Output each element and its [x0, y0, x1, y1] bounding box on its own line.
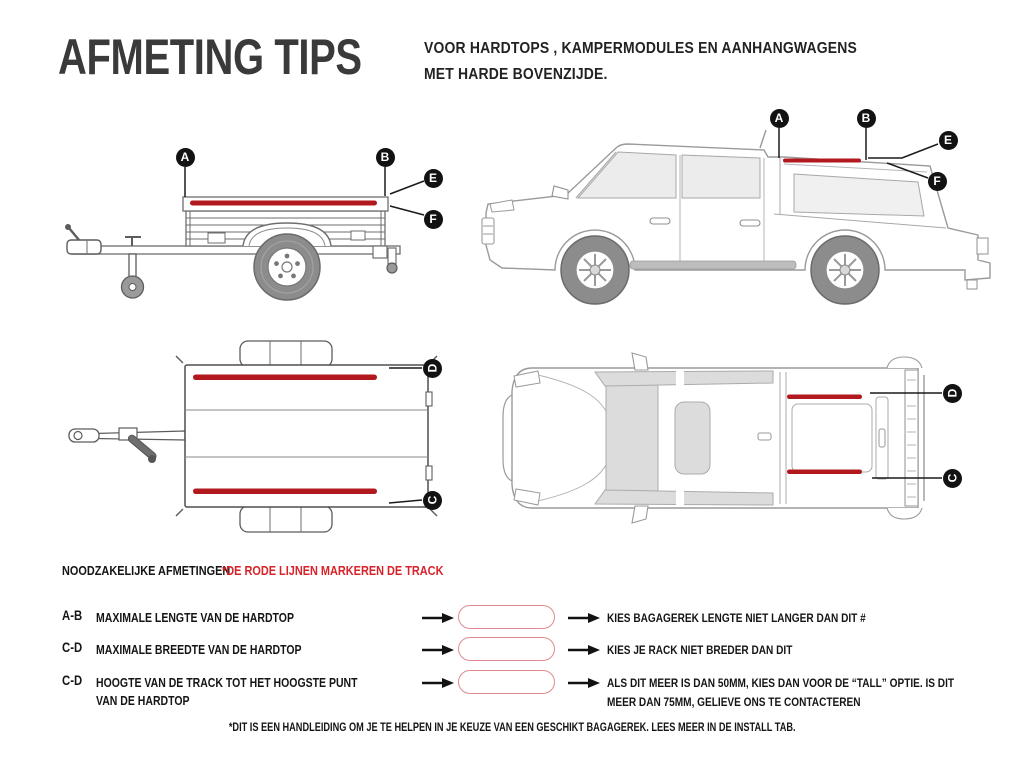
truck-side-view-drawing [478, 100, 993, 315]
measurement-blank-field [458, 605, 555, 629]
row-description-line: HOOGTE VAN DE TRACK TOT HET HOOGSTE PUNT [96, 676, 358, 690]
arrow-right-icon [421, 676, 454, 688]
row-result-line: MEER DAN 75MM, GELIEVE ONS TE CONTACTEREN [607, 695, 861, 709]
page-subtitle [424, 36, 857, 88]
marker-b-trailer [376, 148, 395, 167]
marker-c-label: C [944, 473, 959, 483]
marker-b-truck [857, 109, 876, 128]
marker-d-label: D [424, 363, 439, 373]
trailer-side-view-drawing [55, 130, 455, 315]
marker-f-trailer [424, 210, 443, 229]
row-description-line: VAN DE HARDTOP [96, 694, 190, 708]
red-lines-note [222, 563, 486, 578]
marker-f-truck [928, 172, 947, 191]
truck-top-view-drawing [500, 345, 970, 530]
page-title: AFMETING TIPS [58, 29, 362, 85]
row-description-line: MAXIMALE BREEDTE VAN DE HARDTOP [96, 643, 302, 657]
marker-f-label: F [429, 212, 437, 226]
trailer-top-view-drawing [55, 330, 465, 550]
marker-a-label: A [774, 111, 784, 125]
marker-a-trailer [176, 148, 195, 167]
arrow-right-icon [567, 676, 600, 688]
row-description-line: MAXIMALE LENGTE VAN DE HARDTOP [96, 611, 294, 625]
row-result-line: KIES BAGAGEREK LENGTE NIET LANGER DAN DIT # [607, 611, 866, 625]
measurement-row-cd-height [62, 673, 1024, 713]
arrow-right-icon [567, 611, 600, 623]
row-label-text: A-B [62, 608, 83, 623]
marker-c-label: C [424, 495, 439, 505]
row-label-text: C-D [62, 673, 83, 688]
arrow-right-icon [567, 643, 600, 655]
marker-e-truck [939, 131, 958, 150]
footnote-text: *DIT IS EEN HANDLEIDING OM JE TE HELPEN IN JE KEUZE VAN EEN GESCHIKT BAGAGEREK. LEES MEER IN DE INSTALL TAB. [228, 722, 796, 734]
marker-c-truck-top [943, 469, 962, 488]
arrow-right-icon [421, 643, 454, 655]
marker-e-trailer [424, 169, 443, 188]
red-lines-note-text: *DE RODE LIJNEN MARKEREN DE TRACK [222, 563, 444, 578]
marker-a-label: A [180, 150, 190, 164]
subtitle-line-2: MET HARDE BOVENZIJDE. [424, 66, 608, 83]
marker-d-truck-top [943, 384, 962, 403]
row-description [96, 674, 407, 710]
footnote [0, 722, 1024, 734]
arrow-right-icon [421, 611, 454, 623]
marker-c-trailer-top [423, 491, 442, 510]
row-description [96, 641, 341, 677]
row-result-line: ALS DIT MEER IS DAN 50MM, KIES DAN VOOR DE “TALL” OPTIE. IS DIT [607, 676, 955, 690]
row-result [607, 674, 1020, 712]
marker-d-trailer-top [423, 359, 442, 378]
row-result-line: KIES JE RACK NIET BREDER DAN DIT [607, 643, 793, 657]
row-label [62, 640, 86, 655]
marker-a-truck [770, 109, 789, 128]
marker-b-label: B [380, 150, 390, 164]
marker-e-label: E [428, 171, 437, 185]
marker-f-label: F [933, 174, 941, 188]
row-label [62, 608, 86, 623]
subtitle-line-1: VOOR HARDTOPS , KAMPERMODULES EN AANHANGWAGENS [424, 40, 858, 57]
marker-d-label: D [944, 388, 959, 398]
section-heading-text: NOODZAKELIJKE AFMETINGEN [62, 563, 231, 578]
measurement-blank-field [458, 670, 555, 694]
measurement-blank-field [458, 637, 555, 661]
row-label [62, 673, 86, 688]
marker-b-label: B [861, 111, 871, 125]
row-label-text: C-D [62, 640, 83, 655]
marker-e-label: E [943, 133, 952, 147]
